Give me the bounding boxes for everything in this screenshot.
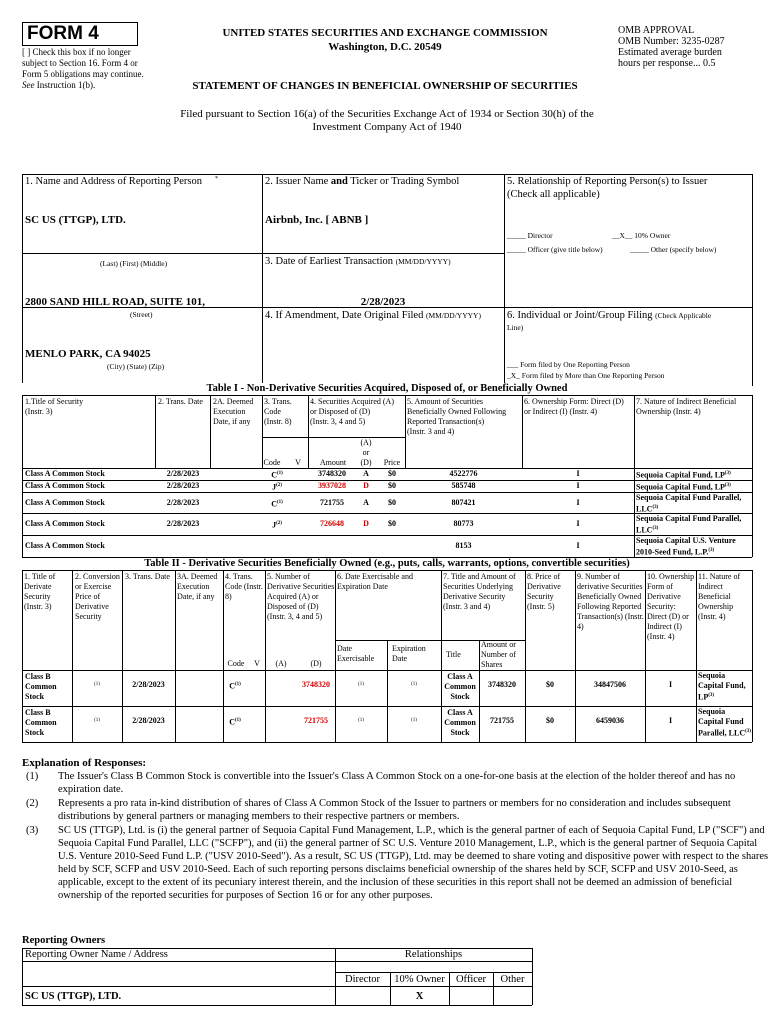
t2-underlying-amount: 3748320 — [488, 680, 516, 689]
t2-sub-exp: Expiration Date — [392, 644, 426, 663]
t1-vline-6 — [522, 395, 523, 469]
t1-trans-date: 2/28/2023 — [166, 469, 200, 478]
omb-number: OMB Number: 3235-0287 — [618, 36, 725, 47]
t1-owned-following: 8153 — [455, 541, 472, 550]
t2-nature: Sequoia Capital Fund, LP$^{(3)}$ — [698, 671, 746, 702]
t1-nature: Sequoia Capital Fund Parallel, LLC$^{(3)}$ — [636, 493, 742, 514]
t2-nature: Sequoia Capital Fund Parallel, LLC$^{(3)}$ — [698, 707, 751, 738]
t1-owned-following: 80773 — [453, 519, 474, 528]
t1-owned-following: 4522776 — [449, 469, 478, 478]
owners-line-2 — [335, 972, 532, 973]
t1-sub-price: Price — [383, 458, 401, 467]
footnote-ref: (1) — [358, 682, 364, 687]
t2-sub-a: (A) — [275, 659, 287, 668]
t2-expiration — [387, 680, 441, 692]
footnote-ref: (3) — [652, 526, 659, 531]
t1-h4: 4. Securities Acquired (A) or Disposed of (D) (Instr. 3, 4 and 5) — [310, 397, 394, 426]
explanation-title: Explanation of Responses: — [22, 757, 147, 769]
t1-h6: 6. Ownership Form: Direct (D) or Indirect (I) (Instr. 4) — [524, 397, 624, 416]
agency-name: UNITED STATES SECURITIES AND EXCHANGE COMMISSION — [222, 27, 548, 39]
footnote-ref: (1) — [94, 718, 100, 723]
t1-nature: Sequoia Capital Fund, LP$^{(3)}$ — [636, 482, 731, 492]
explanation-number: (3) — [26, 825, 39, 836]
t2-date-exercisable — [335, 680, 387, 692]
t1-price: $0 — [388, 519, 396, 528]
t2-h1: 1. Title of Derivate Security (Instr. 3) — [24, 572, 56, 611]
t2-trans-date: 2/28/2023 — [132, 716, 165, 725]
t1-trans-code: $C^{(1)}$ — [271, 470, 283, 480]
t1-sub-amount: Amount — [319, 458, 347, 467]
t1-amount: 3748320 — [318, 469, 346, 478]
explanation-text: Represents a pro rata in-kind distribution of shares of Class A Common Stock of the Issuer to partners or members for no consideration and includes subsequent distributions by general partners or managing members to their respective partners or members. — [58, 798, 731, 822]
t2-h6: 6. Date Exercisable and Expiration Date — [337, 572, 413, 591]
owners-col-name: Reporting Owner Name / Address — [25, 949, 168, 960]
omb-approval: OMB APPROVAL — [618, 25, 695, 36]
explanation-text: The Issuer's Class B Common Stock is convertible into the Issuer's Class A Common Stock on a one-for-one basis at the election of the holder thereof and has no expiration date. — [58, 771, 736, 795]
t2-expiration — [387, 716, 441, 728]
t2-owned-following: 6459036 — [596, 716, 624, 725]
statement-title: STATEMENT OF CHANGES IN BENEFICIAL OWNERSHIP OF SECURITIES — [192, 80, 578, 92]
t1-owned-following: 585748 — [451, 481, 476, 490]
t2-sub-code: Code — [227, 659, 245, 668]
owner-10pct: X — [415, 991, 424, 1002]
owners-col-officer: Officer — [455, 974, 487, 985]
t1-ownership-form: I — [576, 519, 580, 528]
owners-col-other: Other — [500, 974, 525, 985]
t2-sub-v: V — [254, 659, 260, 668]
omb-estimated: Estimated average burden — [618, 47, 722, 58]
no-longer-subject-note: [ ] Check this box if no longer subject to Section 16. Form 4 or Form 5 obligations may continue. See Instruction 1(b). — [22, 47, 144, 90]
t1-h1: 1.Title of Security (Instr. 3) — [25, 397, 84, 416]
footnote-ref: (1) — [94, 682, 100, 687]
t1-h5: 5. Amount of Securities Beneficially Owned Following Reported Transaction(s) (Instr. 3 and 4) — [407, 397, 507, 436]
footnote-ref: (1) — [276, 471, 283, 476]
t1-amount: 721755 — [320, 497, 344, 507]
t2-ownership-form: I — [668, 716, 673, 725]
t1-security-title: Class A Common Stock — [25, 541, 105, 550]
box1-label: 1. Name and Address of Reporting Person — [25, 176, 203, 187]
form-title: FORM 4 — [27, 23, 99, 44]
table2-title: Table II - Derivative Securities Beneficially Owned (e.g., puts, calls, warrants, options, convertible securities) — [22, 558, 752, 569]
t1-sub-v: V — [295, 458, 301, 467]
footnote-ref: (3) — [652, 505, 659, 510]
box2-label: 2. Issuer Name and Ticker or Trading Symbol — [265, 176, 460, 187]
table1-col3-subdivider — [262, 437, 308, 438]
t2-vline — [265, 570, 266, 742]
t1-vline-1 — [155, 395, 156, 469]
t2-h11: 11. Nature of Indirect Beneficial Ownership (Instr. 4) — [698, 572, 741, 621]
omb-hours: hours per response... 0.5 — [618, 58, 716, 69]
box-left-border — [22, 174, 23, 386]
owners-v5 — [532, 948, 533, 1005]
t1-trans-date: 2/28/2023 — [166, 497, 200, 507]
t1-acq-disp: D — [363, 519, 369, 528]
street-hint: (Street) — [130, 310, 153, 319]
footnote-ref: (1) — [358, 718, 364, 723]
relationship-10pct-owner: __X__ 10% Owner — [612, 231, 671, 240]
t2-price: $0 — [546, 680, 554, 689]
table2-bottom — [22, 742, 752, 743]
t1-trans-code: $J^{(2)}$ — [272, 482, 282, 492]
t1-ownership-form: I — [576, 469, 580, 478]
owners-bottom — [22, 1005, 532, 1006]
t1-price: $0 — [388, 497, 396, 507]
t2-col6-subdivider — [335, 640, 441, 641]
footnote-ref: (1) — [234, 682, 241, 687]
t1-trans-date: 2/28/2023 — [166, 519, 200, 528]
footnote-ref: (2) — [276, 483, 282, 488]
t1-nature: Sequoia Capital Fund Parallel, LLC$^{(3)}$ — [636, 514, 742, 535]
t2-sub-title: Title — [446, 650, 461, 659]
table1-header-top — [22, 395, 752, 396]
box5-label-2: (Check all applicable) — [507, 189, 600, 200]
box5-label: 5. Relationship of Reporting Person(s) to Issuer — [507, 176, 708, 187]
t2-trans-code: $C^{(1)}$ — [229, 681, 241, 691]
footnote-ref: (1) — [234, 718, 241, 723]
t2-trans-date: 2/28/2023 — [132, 680, 165, 689]
t2-sub-date-ex: Date Exercisable — [337, 644, 375, 663]
t1-vline-7 — [634, 395, 635, 557]
footnote-ref: (1) — [411, 682, 417, 687]
box1-divider-1 — [22, 253, 262, 254]
t2-h2: 2. Conversion or Exercise Price of Derivative Security — [75, 572, 120, 621]
t2-h5: 5. Number of Derivative Securities Acquired (A) or Disposed of (D) (Instr. 3, 4 and 5) — [267, 572, 335, 621]
footnote-ref: (3) — [724, 483, 731, 488]
agency-location: Washington, D.C. 20549 — [328, 41, 442, 53]
reporting-person-city: MENLO PARK, CA 94025 — [25, 348, 151, 360]
t2-h8: 8. Price of Derivative Security (Instr. 5) — [527, 572, 561, 611]
box-top-border — [22, 174, 752, 175]
footnote-ref: (2) — [276, 521, 282, 526]
name-hint: (Last) (First) (Middle) — [100, 259, 168, 268]
box6-label: 6. Individual or Joint/Group Filing (Check Applicable — [507, 310, 712, 321]
t1-security-title: Class A Common Stock — [25, 519, 105, 528]
owners-v0 — [22, 948, 23, 1005]
t2-h3a: 3A. Deemed Execution Date, if any — [177, 572, 218, 601]
t1-nature: Sequoia Capital U.S. Venture 2010-Seed Fund, L.P.$^{(3)}$ — [636, 536, 736, 557]
t1-price: $0 — [388, 469, 396, 478]
t1-sub-code: Code — [263, 458, 281, 467]
t2-conversion-price — [72, 680, 122, 692]
table2-header-top — [22, 570, 752, 571]
t2-trans-code: $C^{(1)}$ — [229, 717, 241, 727]
t2-underlying-amount: 721755 — [490, 716, 514, 725]
t1-sub-ad: (A) or (D) — [360, 438, 372, 467]
t2-price: $0 — [546, 716, 554, 725]
explanation-number: (2) — [26, 798, 39, 809]
filed-pursuant-line2: Investment Company Act of 1940 — [312, 121, 462, 133]
t1-h2a: 2A. Deemed Execution Date, if any — [213, 397, 254, 426]
earliest-transaction-date: 2/28/2023 — [360, 296, 406, 308]
t2-underlying-title: Class A Common Stock — [444, 672, 476, 701]
t1-trans-date: 2/28/2023 — [166, 481, 200, 490]
t2-security-title: Class B Common Stock — [25, 708, 57, 737]
table1-title: Table I - Non-Derivative Securities Acquired, Disposed of, or Beneficially Owned — [22, 383, 752, 394]
t1-price: $0 — [388, 481, 396, 490]
footnote-ref: (3) — [708, 693, 715, 698]
t1-h3: 3. Trans. Code (Instr. 8) — [264, 397, 292, 426]
t1-trans-code: $J^{(2)}$ — [272, 520, 282, 530]
t2-sub-d: (D) — [310, 659, 322, 668]
t2-vline — [175, 570, 176, 742]
t2-h3: 3. Trans. Date — [125, 572, 170, 581]
owners-title: Reporting Owners — [22, 935, 106, 946]
footnote-ref: (3) — [745, 729, 751, 734]
reporting-person-name: SC US (TTGP), LTD. — [25, 214, 126, 226]
box4-label: 4. If Amendment, Date Original Filed (MM/DD/YYYY) — [265, 310, 481, 321]
t2-disposed: 3748320 — [302, 680, 330, 689]
footnote-ref: (3) — [708, 548, 715, 553]
form-title-box — [22, 22, 138, 46]
t2-underlying-title: Class A Common Stock — [444, 708, 476, 737]
t1-trans-code: $C^{(1)}$ — [271, 499, 283, 509]
t2-owned-following: 34847506 — [594, 680, 626, 689]
t2-h9: 9. Number of derivative Securities Beneficially Owned Following Reported Transaction(s) (Instr. 4) — [577, 572, 644, 631]
t2-conversion-price — [72, 716, 122, 728]
box1-right-border — [262, 174, 263, 386]
filing-one-person: ___ Form filed by One Reporting Person — [507, 360, 630, 369]
t1-nature: Sequoia Capital Fund, LP$^{(3)}$ — [636, 470, 731, 480]
box2-box3-divider — [262, 253, 504, 254]
t1-owned-following: 807421 — [451, 497, 476, 507]
t1-vline-2 — [210, 395, 211, 469]
t1-ownership-form: I — [576, 497, 580, 507]
t2-vline — [22, 570, 23, 742]
t1-security-title: Class A Common Stock — [25, 481, 105, 490]
box2-right-border — [504, 174, 505, 386]
t2-vline-sub — [479, 640, 480, 742]
relationship-other: _____ Other (specify below) — [630, 245, 717, 254]
box6-label-2: Line) — [507, 323, 524, 332]
t1-amount: 726648 — [320, 519, 344, 528]
t1-ownership-form: I — [576, 481, 580, 490]
t1-vline-8 — [752, 395, 753, 557]
explanation-number: (1) — [26, 771, 39, 782]
t1-h2: 2. Trans. Date — [158, 397, 203, 406]
t1-security-title: Class A Common Stock — [25, 497, 105, 507]
t2-date-exercisable — [335, 716, 387, 728]
t2-vline — [696, 570, 697, 742]
owners-col-10pct: 10% Owner — [394, 974, 445, 985]
issuer-name: Airbnb, Inc. [ ABNB ] — [265, 214, 369, 226]
t1-security-title: Class A Common Stock — [25, 469, 105, 478]
t2-h7: 7. Title and Amount of Securities Underlying Derivative Security (Instr. 3 and 4) — [443, 572, 516, 611]
city-hint: (City) (State) (Zip) — [107, 362, 165, 371]
footnote-ref: (3) — [724, 471, 731, 476]
t2-ownership-form: I — [668, 680, 673, 689]
t1-acq-disp: A — [363, 469, 369, 478]
t1-vline-0 — [22, 395, 23, 557]
t2-sub-amount: Amount or Number of Shares — [481, 640, 516, 669]
t2-disposed: 721755 — [304, 716, 328, 725]
owners-line-3 — [22, 986, 532, 987]
t2-vline — [752, 570, 753, 742]
t2-h10: 10. Ownership Form of Derivative Security: Direct (D) or Indirect (I) (Instr. 4) — [647, 572, 695, 641]
t1-vline-4 — [308, 395, 309, 469]
reporting-person-street: 2800 SAND HILL ROAD, SUITE 101, — [25, 296, 206, 308]
t1-acq-disp: A — [363, 497, 369, 507]
owner-name: SC US (TTGP), LTD. — [25, 991, 122, 1002]
t2-security-title: Class B Common Stock — [25, 672, 57, 701]
owners-col-director: Director — [345, 974, 380, 985]
footnote-ref: (1) — [411, 718, 417, 723]
t1-h7: 7. Nature of Indirect Beneficial Ownership (Instr. 4) — [636, 397, 737, 416]
filing-multiple-persons: _X_ Form filed by More than One Reporting Person — [507, 371, 665, 380]
owners-line-1 — [22, 961, 532, 962]
box-right-border — [752, 174, 753, 386]
t1-acq-disp: D — [363, 481, 369, 490]
t1-amount: 3937028 — [318, 481, 346, 490]
owners-col-rel: Relationships — [404, 949, 463, 960]
table-row-divider — [22, 706, 752, 707]
footnote-ref: (1) — [276, 499, 283, 505]
box3-label: 3. Date of Earliest Transaction (MM/DD/YYYY) — [265, 256, 451, 267]
t1-ownership-form: I — [576, 541, 580, 550]
filed-pursuant-line1: Filed pursuant to Section 16(a) of the Securities Exchange Act of 1934 or Section 30(h) of the — [180, 108, 594, 120]
box1-label-marker: * — [215, 176, 218, 182]
relationship-officer: _____ Officer (give title below) — [507, 245, 603, 254]
t2-h4: 4. Trans. Code (Instr. 8) — [225, 572, 263, 601]
explanation-text: SC US (TTGP), Ltd. is (i) the general partner of Sequoia Capital Fund Management, L.P., which is the general partner of each of Sequoia Capital Fund, LP ("SCF") and Sequoia Capital Fund Parallel, LLC ("SCFP"), and (ii) the general partner of SC U.S. Venture 2010 Management, L.P., which is the general partner of Sequoia Capital U.S. Venture 2010-Seed Fund L.P. ("USV 2010-Seed"). As a result, SC US (TTGP), Ltd. may be deemed to share voting and dispositive power with respect to the shares held by SCF, SCFP and USV 2010-Seed. Each of such reporting persons disclaims beneficial ownership of the shares held by SCF, SCFP and USV 2010-Seed, as applicable, except to the extent of its pecuniary interest therein, and the inclusion of these securities in this report shall not be deemed an admission of beneficial ownership of the reported securities for purposes of Section 16 or for any other purposes. — [58, 825, 769, 901]
relationship-director: _____ Director — [507, 231, 553, 240]
